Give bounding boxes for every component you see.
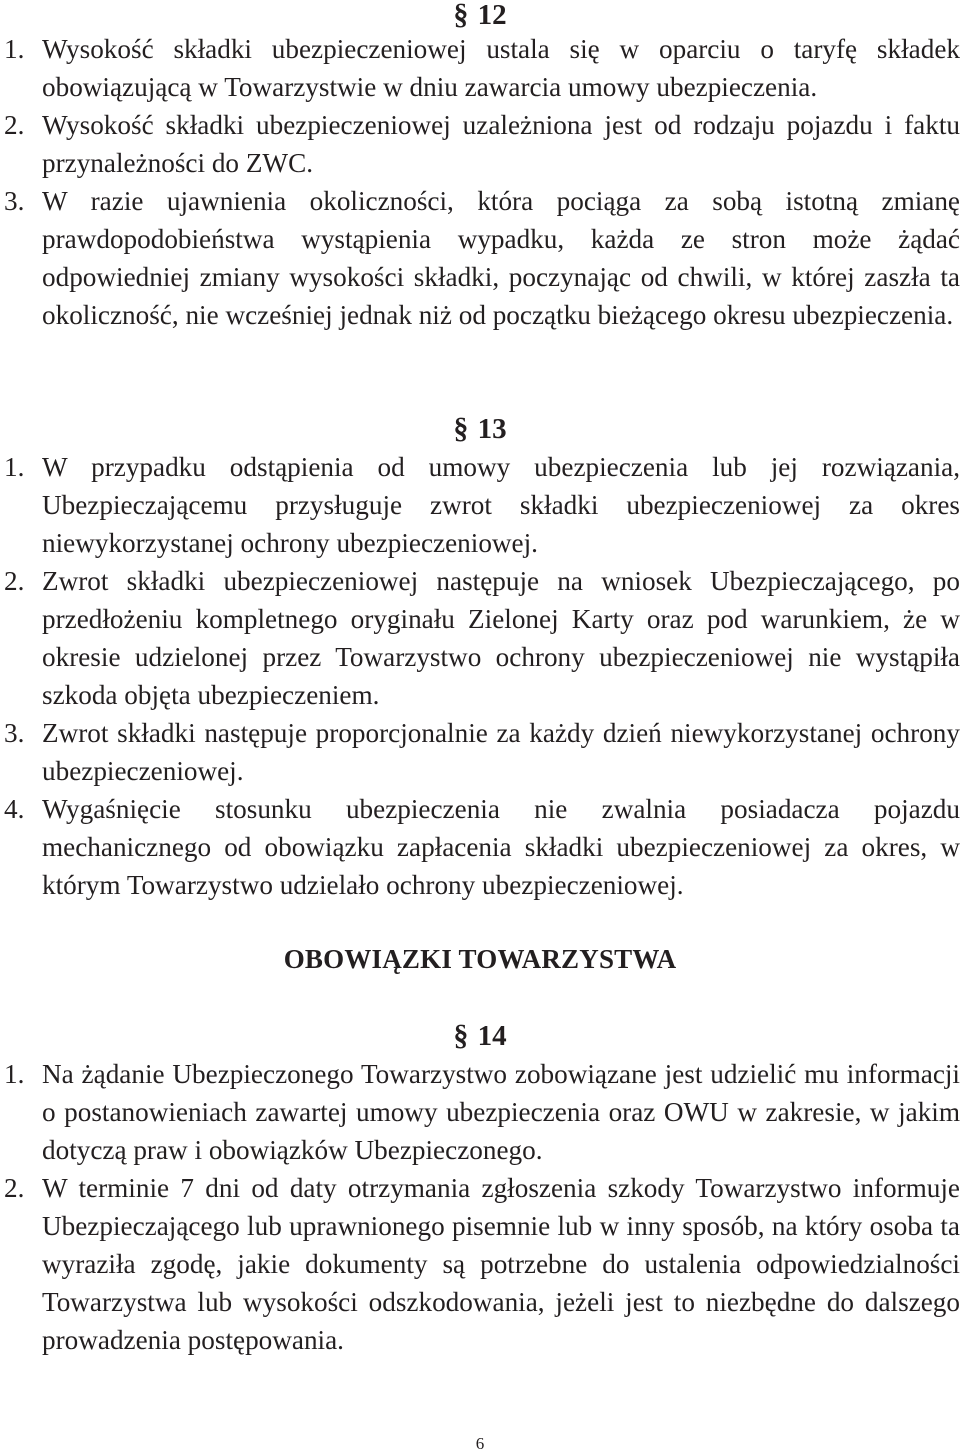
section-number: 14 — [477, 1020, 507, 1052]
section-heading-12 — [0, 0, 960, 34]
section-number: 13 — [477, 413, 507, 445]
section-sign: § — [453, 0, 469, 31]
section-12-item-1 — [4, 30, 960, 106]
item-text: W przypadku odstąpienia od umowy ubezpieczenia lub jej rozwiązania, Ubezpieczającemu przysługuje zwrot składki ubezpieczeniowej za okres niewykorzystanej ochrony ubezpieczeniowej. — [42, 452, 960, 559]
section-13-item-2 — [4, 562, 960, 714]
section-13-item-1 — [4, 448, 960, 562]
item-text: Wygaśnięcie stosunku ubezpieczenia nie zwalnia posiadacza pojazdu mechanicznego od obowiązku zapłacenia składki ubezpieczeniowej za okres, w którym Towarzystwo udzielało ochrony ubezpieczeniowej. — [42, 794, 960, 901]
item-number: 3. — [4, 186, 25, 216]
section-sign: § — [453, 1019, 469, 1052]
item-number: 3. — [4, 718, 25, 748]
chapter-title: OBOWIĄZKI TOWARZYSTWA — [283, 944, 677, 974]
item-number: 2. — [4, 110, 25, 140]
item-text: W terminie 7 dni od daty otrzymania zgłoszenia szkody Towarzystwo informuje Ubezpieczającego lub uprawnionego pisemnie lub w inny sposób, na który osoba ta wyraziła zgodę, jakie dokumenty są potrzebne do ustalenia odpowiedzialności Towarzystwa lub wysokości odszkodowania, jeżeli jest to niezbędne do dalszego prowadzenia postępowania. — [42, 1173, 960, 1356]
item-text: Zwrot składki następuje proporcjonalnie za każdy dzień niewykorzystanej ochrony ubezpieczeniowej. — [42, 718, 960, 787]
section-12-item-3 — [4, 182, 960, 334]
section-13-item-3 — [4, 714, 960, 790]
item-number: 1. — [4, 1059, 25, 1089]
page-number: 6 — [475, 1434, 485, 1453]
section-14-item-1 — [4, 1055, 960, 1169]
section-13-item-4 — [4, 790, 960, 904]
item-text: Na żądanie Ubezpieczonego Towarzystwo zobowiązane jest udzielić mu informacji o postanowieniach zawartej umowy ubezpieczenia oraz OWU w zakresie, w jakim dotyczą praw i obowiązków Ubezpieczonego. — [42, 1059, 960, 1166]
item-text: Wysokość składki ubezpieczeniowej uzależniona jest od rodzaju pojazdu i faktu przynależności do ZWC. — [42, 110, 960, 179]
section-12-item-2 — [4, 106, 960, 182]
item-text: W razie ujawnienia okoliczności, która pociąga za sobą istotną zmianę prawdopodobieństwa wystąpienia wypadku, każda ze stron może żądać odpowiedniej zmiany wysokości składki, poczynając od chwili, w której zaszła ta okoliczność, nie wcześniej jednak niż od początku bieżącego okresu ubezpieczenia. — [42, 186, 960, 331]
item-text: Wysokość składki ubezpieczeniowej ustala się w oparciu o taryfę składek obowiązującą w Towarzystwie w dniu zawarcia umowy ubezpieczenia. — [42, 34, 960, 103]
item-number: 1. — [4, 34, 25, 64]
item-number: 2. — [4, 1173, 25, 1203]
section-heading-14 — [0, 1017, 960, 1055]
section-14-item-2 — [4, 1169, 960, 1359]
item-text: Zwrot składki ubezpieczeniowej następuje na wniosek Ubezpieczającego, po przedłożeniu kompletnego oryginału Zielonej Karty oraz pod warunkiem, że w okresie udzielonej przez Towarzystwo ochrony ubezpieczeniowej nie wystąpiła szkoda objęta ubezpieczeniem. — [42, 566, 960, 711]
section-number: 12 — [477, 0, 507, 31]
section-heading-13 — [0, 410, 960, 448]
section-sign: § — [453, 412, 469, 445]
item-number: 1. — [4, 452, 25, 482]
item-number: 2. — [4, 566, 25, 596]
item-number: 4. — [4, 794, 25, 824]
